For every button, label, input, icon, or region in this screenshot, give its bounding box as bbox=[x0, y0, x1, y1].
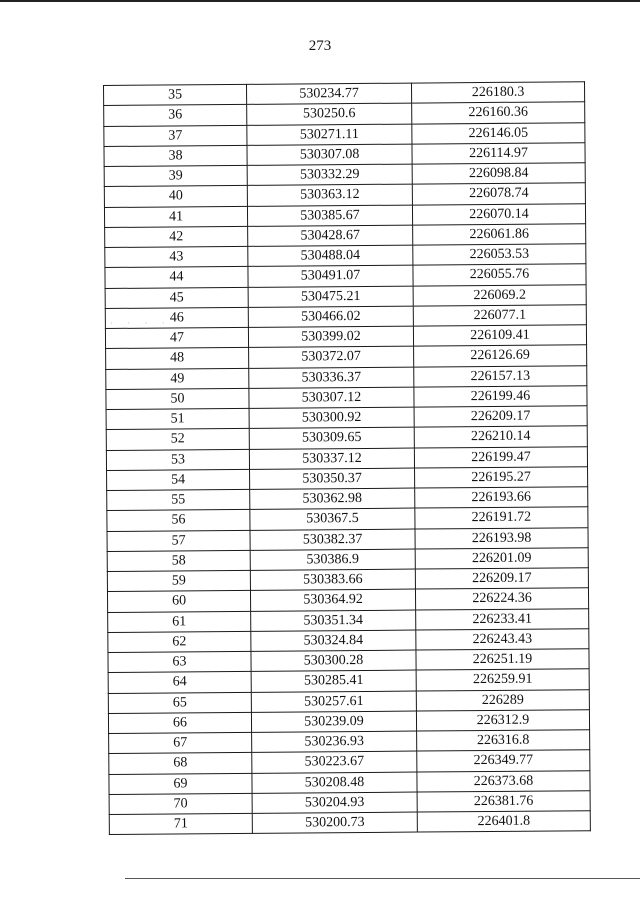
table-row bbox=[109, 811, 590, 835]
x-coordinate-cell: 530382.37 bbox=[250, 529, 415, 551]
x-coordinate-cell: 530300.28 bbox=[251, 650, 416, 672]
point-number-cell: 42 bbox=[105, 226, 248, 247]
point-number-cell: 46 bbox=[105, 307, 248, 328]
point-number-cell: 69 bbox=[109, 773, 252, 794]
x-coordinate-cell: 530383.66 bbox=[250, 569, 415, 591]
x-coordinate-cell: 530363.12 bbox=[247, 184, 412, 206]
point-number-cell: 68 bbox=[109, 753, 252, 774]
point-number-cell: 38 bbox=[104, 145, 247, 166]
y-coordinate-cell: 226381.76 bbox=[417, 790, 590, 812]
y-coordinate-cell: 226199.46 bbox=[414, 385, 587, 407]
x-coordinate-cell: 530324.84 bbox=[251, 630, 416, 652]
x-coordinate-cell: 530250.6 bbox=[247, 103, 412, 125]
x-coordinate-cell: 530336.37 bbox=[249, 367, 414, 389]
point-number-cell: 60 bbox=[107, 591, 250, 612]
y-coordinate-cell: 226289 bbox=[416, 689, 589, 711]
x-coordinate-cell: 530307.08 bbox=[247, 144, 412, 166]
point-number-cell: 37 bbox=[104, 125, 247, 146]
y-coordinate-cell: 226259.91 bbox=[416, 669, 589, 691]
y-coordinate-cell: 226061.86 bbox=[413, 223, 586, 245]
point-number-cell: 67 bbox=[109, 732, 252, 753]
y-coordinate-cell: 226312.9 bbox=[416, 709, 589, 731]
y-coordinate-cell: 226195.27 bbox=[415, 466, 588, 488]
x-coordinate-cell: 530364.92 bbox=[250, 589, 415, 611]
x-coordinate-cell: 530239.09 bbox=[251, 711, 416, 733]
y-coordinate-cell: 226070.14 bbox=[412, 203, 585, 225]
point-number-cell: 48 bbox=[106, 348, 249, 369]
y-coordinate-cell: 226316.8 bbox=[417, 730, 590, 752]
y-coordinate-cell: 226193.66 bbox=[415, 487, 588, 509]
x-coordinate-cell: 530332.29 bbox=[247, 164, 412, 186]
y-coordinate-cell: 226210.14 bbox=[414, 426, 587, 448]
x-coordinate-cell: 530200.73 bbox=[252, 812, 417, 834]
x-coordinate-cell: 530385.67 bbox=[247, 205, 412, 227]
point-number-cell: 47 bbox=[105, 327, 248, 348]
x-coordinate-cell: 530285.41 bbox=[251, 670, 416, 692]
point-number-cell: 44 bbox=[105, 267, 248, 288]
page-top-border bbox=[0, 0, 640, 2]
x-coordinate-cell: 530350.37 bbox=[250, 468, 415, 490]
y-coordinate-cell: 226069.2 bbox=[413, 284, 586, 306]
x-coordinate-cell: 530271.11 bbox=[247, 124, 412, 146]
y-coordinate-cell: 226160.36 bbox=[412, 102, 585, 124]
y-coordinate-cell: 226126.69 bbox=[414, 345, 587, 367]
x-coordinate-cell: 530309.65 bbox=[249, 427, 414, 449]
x-coordinate-cell: 530372.07 bbox=[249, 346, 414, 368]
point-number-cell: 55 bbox=[107, 489, 250, 510]
x-coordinate-cell: 530399.02 bbox=[248, 326, 413, 348]
x-coordinate-cell: 530307.12 bbox=[249, 387, 414, 409]
point-number-cell: 71 bbox=[109, 813, 252, 834]
point-number-cell: 62 bbox=[108, 631, 251, 652]
point-number-cell: 70 bbox=[109, 793, 252, 814]
point-number-cell: 40 bbox=[104, 186, 247, 207]
point-number-cell: 43 bbox=[105, 246, 248, 267]
y-coordinate-cell: 226209.17 bbox=[414, 406, 587, 428]
y-coordinate-cell: 226224.36 bbox=[415, 588, 588, 610]
y-coordinate-cell: 226209.17 bbox=[415, 568, 588, 590]
x-coordinate-cell: 530488.04 bbox=[248, 245, 413, 267]
y-coordinate-cell: 226078.74 bbox=[412, 183, 585, 205]
scan-artifact: · · · · bbox=[110, 318, 171, 328]
y-coordinate-cell: 226146.05 bbox=[412, 122, 585, 144]
x-coordinate-cell: 530223.67 bbox=[252, 751, 417, 773]
x-coordinate-cell: 530362.98 bbox=[250, 488, 415, 510]
x-coordinate-cell: 530300.92 bbox=[249, 407, 414, 429]
y-coordinate-cell: 226373.68 bbox=[417, 770, 590, 792]
point-number-cell: 45 bbox=[105, 287, 248, 308]
point-number-cell: 54 bbox=[107, 469, 250, 490]
point-number-cell: 64 bbox=[108, 672, 251, 693]
point-number-cell: 52 bbox=[106, 429, 249, 450]
y-coordinate-cell: 226349.77 bbox=[417, 750, 590, 772]
y-coordinate-cell: 226193.98 bbox=[415, 527, 588, 549]
coordinate-table-body bbox=[104, 82, 591, 835]
point-number-cell: 53 bbox=[106, 449, 249, 470]
point-number-cell: 49 bbox=[106, 368, 249, 389]
x-coordinate-cell: 530208.48 bbox=[252, 772, 417, 794]
point-number-cell: 41 bbox=[104, 206, 247, 227]
x-coordinate-cell: 530491.07 bbox=[248, 265, 413, 287]
y-coordinate-cell: 226243.43 bbox=[416, 628, 589, 650]
page-number: 273 bbox=[308, 38, 332, 54]
y-coordinate-cell: 226233.41 bbox=[416, 608, 589, 630]
point-number-cell: 66 bbox=[108, 712, 251, 733]
point-number-cell: 50 bbox=[106, 388, 249, 409]
page-bottom-rule bbox=[125, 878, 640, 879]
point-number-cell: 59 bbox=[107, 570, 250, 591]
y-coordinate-cell: 226077.1 bbox=[413, 304, 586, 326]
point-number-cell: 63 bbox=[108, 651, 251, 672]
point-number-cell: 56 bbox=[107, 510, 250, 531]
y-coordinate-cell: 226401.8 bbox=[417, 811, 590, 833]
x-coordinate-cell: 530386.9 bbox=[250, 549, 415, 571]
point-number-cell: 36 bbox=[104, 105, 247, 126]
point-number-cell: 58 bbox=[107, 550, 250, 571]
x-coordinate-cell: 530428.67 bbox=[248, 225, 413, 247]
y-coordinate-cell: 226114.97 bbox=[412, 142, 585, 164]
y-coordinate-cell: 226180.3 bbox=[411, 82, 584, 104]
point-number-cell: 35 bbox=[104, 84, 247, 105]
y-coordinate-cell: 226055.76 bbox=[413, 264, 586, 286]
point-number-cell: 39 bbox=[104, 165, 247, 186]
x-coordinate-cell: 530367.5 bbox=[250, 508, 415, 530]
x-coordinate-cell: 530466.02 bbox=[248, 306, 413, 328]
x-coordinate-cell: 530234.77 bbox=[246, 83, 411, 105]
x-coordinate-cell: 530257.61 bbox=[251, 691, 416, 713]
y-coordinate-cell: 226109.41 bbox=[413, 325, 586, 347]
x-coordinate-cell: 530475.21 bbox=[248, 286, 413, 308]
y-coordinate-cell: 226201.09 bbox=[415, 547, 588, 569]
y-coordinate-cell: 226098.84 bbox=[412, 163, 585, 185]
y-coordinate-cell: 226191.72 bbox=[415, 507, 588, 529]
coordinate-table bbox=[103, 81, 591, 835]
x-coordinate-cell: 530337.12 bbox=[249, 448, 414, 470]
y-coordinate-cell: 226053.53 bbox=[413, 244, 586, 266]
x-coordinate-cell: 530351.34 bbox=[251, 610, 416, 632]
y-coordinate-cell: 226251.19 bbox=[416, 649, 589, 671]
point-number-cell: 57 bbox=[107, 530, 250, 551]
point-number-cell: 51 bbox=[106, 408, 249, 429]
x-coordinate-cell: 530236.93 bbox=[252, 731, 417, 753]
y-coordinate-cell: 226157.13 bbox=[414, 365, 587, 387]
y-coordinate-cell: 226199.47 bbox=[414, 446, 587, 468]
point-number-cell: 61 bbox=[108, 611, 251, 632]
x-coordinate-cell: 530204.93 bbox=[252, 792, 417, 814]
point-number-cell: 65 bbox=[108, 692, 251, 713]
